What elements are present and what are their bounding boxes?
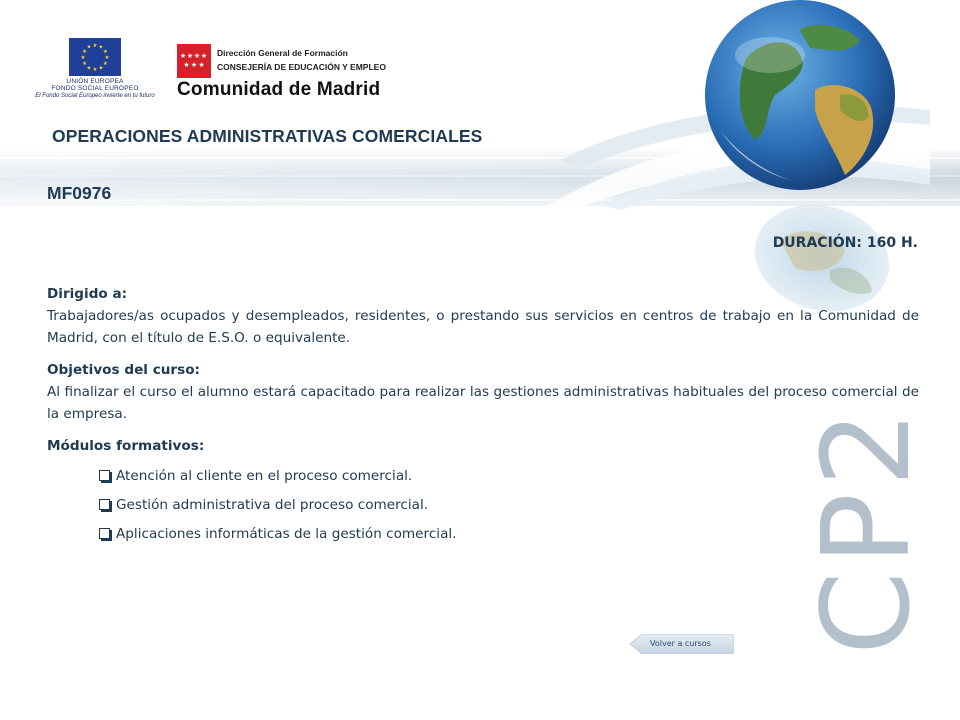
target-section: [47, 283, 919, 349]
target-heading: Dirigido a:: [47, 286, 128, 302]
madrid-star-icon: ★: [183, 61, 190, 69]
target-text: Trabajadores/as ocupados y desempleados, residentes, o prestando sus servicios en centros de trabajo en la Comunidad de Madrid, con el título de E.S.O. o equivalente.: [47, 308, 919, 346]
madrid-star-icon: ★: [186, 52, 194, 60]
madrid-flag-icon: [177, 44, 211, 78]
eu-logo: [30, 38, 160, 108]
eu-star-icon: ★: [80, 55, 86, 61]
globe-image: [705, 0, 895, 190]
cp2-watermark-text: CP2: [798, 404, 937, 655]
eu-star-icon: ★: [82, 61, 88, 67]
eu-star-icon: ★: [86, 44, 92, 51]
checkbox-bullet-icon: [99, 528, 110, 539]
course-duration: DURACIÓN: 160 H.: [772, 235, 918, 251]
eu-star-icon: ★: [92, 67, 98, 73]
modules-section: [47, 435, 919, 548]
madrid-star-icon: ★: [198, 61, 205, 69]
module-item: [99, 519, 919, 548]
module-label: Gestión administrativa del proceso comercial.: [116, 496, 429, 513]
course-code: MF0976: [47, 183, 112, 203]
course-title: OPERACIONES ADMINISTRATIVAS COMERCIALES: [52, 126, 483, 146]
eu-logo-line2: FONDO SOCIAL EUROPEO: [51, 85, 139, 92]
eu-star-icon: ★: [98, 65, 104, 72]
madrid-star-icon: ★: [190, 61, 198, 69]
course-content: [47, 283, 919, 558]
eu-star-icon: ★: [82, 49, 88, 55]
madrid-logo-line1: Dirección General de Formación: [217, 48, 348, 58]
eu-star-icon: ★: [104, 55, 110, 61]
eu-star-icon: ★: [102, 61, 108, 67]
eu-star-icon: ★: [92, 43, 98, 49]
objectives-section: [47, 359, 919, 425]
eu-star-icon: ★: [86, 65, 92, 72]
module-label: Aplicaciones informáticas de la gestión comercial.: [116, 525, 457, 542]
madrid-star-icon: ★: [193, 52, 201, 60]
madrid-logo-name: Comunidad de Madrid: [177, 79, 381, 100]
checkbox-bullet-icon: [99, 470, 110, 481]
eu-star-icon: ★: [98, 44, 104, 51]
objectives-text: Al finalizar el curso el alumno estará capacitado para realizar las gestiones administrativas habituales del proceso comercial de la empresa.: [47, 384, 919, 422]
cp2-watermark: [798, 400, 937, 655]
eu-logo-line1: UNIÓN EUROPEA: [66, 78, 124, 85]
objectives-heading: Objetivos del curso:: [47, 362, 200, 378]
eu-flag-icon: [69, 38, 121, 76]
back-to-courses-label: Volver a cursos: [650, 639, 711, 648]
modules-heading: Módulos formativos:: [47, 438, 205, 454]
checkbox-bullet-icon: [99, 499, 110, 510]
module-item: [99, 490, 919, 519]
eu-star-icon: ★: [102, 49, 108, 55]
modules-list: [47, 461, 919, 548]
madrid-star-icon: ★: [200, 52, 208, 60]
eu-logo-tagline: El Fondo Social Europeo invierte en tu futuro: [35, 93, 155, 99]
comunidad-madrid-logo: [177, 42, 397, 104]
madrid-star-icon: ★: [179, 52, 187, 60]
back-to-courses-button[interactable]: [630, 634, 734, 654]
madrid-logo-line2: CONSEJERÍA DE EDUCACIÓN Y EMPLEO: [217, 62, 386, 72]
module-item: [99, 461, 919, 490]
module-label: Atención al cliente en el proceso comercial.: [116, 467, 413, 484]
